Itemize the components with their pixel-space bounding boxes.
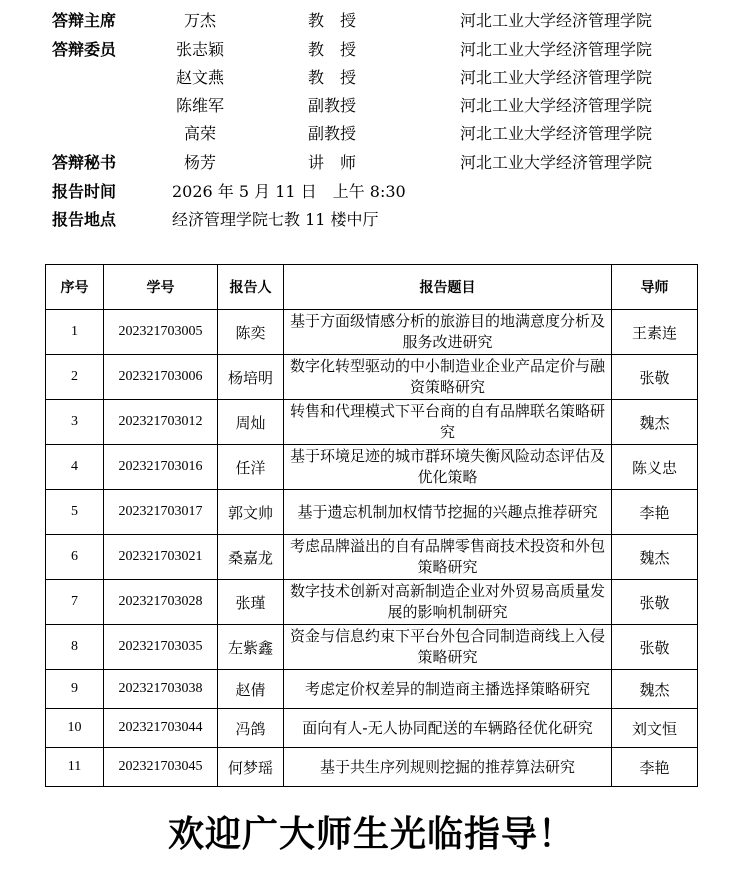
cell-presenter: 冯鸽	[218, 709, 284, 748]
header-no: 序号	[46, 265, 104, 310]
member-title: 教 授	[308, 68, 357, 87]
cell-id: 202321703028	[104, 580, 218, 625]
cell-topic: 面向有人-无人协同配送的车辆路径优化研究	[284, 709, 612, 748]
role-label: 答辩秘书	[52, 153, 117, 172]
place-label: 报告地点	[52, 210, 117, 229]
cell-presenter: 桑嘉龙	[218, 535, 284, 580]
role-label: 答辩主席	[52, 11, 117, 30]
table-row	[46, 748, 698, 787]
cell-presenter: 杨培明	[218, 355, 284, 400]
cell-id: 202321703017	[104, 490, 218, 535]
cell-presenter: 郭文帅	[218, 490, 284, 535]
cell-topic: 基于环境足迹的城市群环境失衡风险动态评估及优化策略	[284, 445, 612, 490]
welcome-message: 欢迎广大师生光临指导！	[167, 814, 575, 855]
cell-id: 202321703012	[104, 400, 218, 445]
member-org: 河北工业大学经济管理学院	[460, 153, 653, 172]
cell-no: 5	[46, 490, 104, 535]
member-title: 副教授	[308, 124, 357, 143]
cell-presenter: 赵倩	[218, 670, 284, 709]
cell-id: 202321703038	[104, 670, 218, 709]
cell-topic: 资金与信息约束下平台外包合同制造商线上入侵策略研究	[284, 625, 612, 670]
table-row	[46, 310, 698, 355]
time-label: 报告时间	[52, 182, 117, 201]
cell-topic: 基于共生序列规则挖掘的推荐算法研究	[284, 748, 612, 787]
table-row	[46, 670, 698, 709]
header-presenter: 报告人	[218, 265, 284, 310]
cell-advisor: 魏杰	[612, 400, 698, 445]
member-name: 陈维军	[175, 96, 224, 115]
cell-advisor: 魏杰	[612, 535, 698, 580]
cell-advisor: 李艳	[612, 748, 698, 787]
member-title: 讲 师	[308, 153, 357, 172]
cell-topic: 数字化转型驱动的中小制造业企业产品定价与融资策略研究	[284, 355, 612, 400]
cell-no: 1	[46, 310, 104, 355]
table-header-row	[46, 265, 698, 310]
cell-topic: 基于方面级情感分析的旅游目的地满意度分析及服务改进研究	[284, 310, 612, 355]
member-name: 高荣	[183, 124, 216, 143]
cell-no: 6	[46, 535, 104, 580]
member-name: 万杰	[183, 11, 216, 30]
cell-presenter: 周灿	[218, 400, 284, 445]
table-row	[46, 625, 698, 670]
cell-no: 8	[46, 625, 104, 670]
member-title: 副教授	[308, 96, 357, 115]
cell-id: 202321703044	[104, 709, 218, 748]
cell-presenter: 张瑾	[218, 580, 284, 625]
cell-advisor: 张敬	[612, 355, 698, 400]
cell-topic: 数字技术创新对高新制造企业对外贸易高质量发展的影响机制研究	[284, 580, 612, 625]
cell-id: 202321703045	[104, 748, 218, 787]
cell-topic: 转售和代理模式下平台商的自有品牌联名策略研究	[284, 400, 612, 445]
member-title: 教 授	[308, 40, 357, 59]
cell-advisor: 陈义忠	[612, 445, 698, 490]
cell-id: 202321703005	[104, 310, 218, 355]
member-name: 张志颖	[175, 40, 224, 59]
member-org: 河北工业大学经济管理学院	[460, 124, 653, 143]
cell-advisor: 张敬	[612, 580, 698, 625]
cell-advisor: 魏杰	[612, 670, 698, 709]
cell-presenter: 左紫鑫	[218, 625, 284, 670]
cell-presenter: 陈奕	[218, 310, 284, 355]
table-row	[46, 580, 698, 625]
cell-topic: 考虑品牌溢出的自有品牌零售商技术投资和外包策略研究	[284, 535, 612, 580]
table-row	[46, 445, 698, 490]
cell-advisor: 李艳	[612, 490, 698, 535]
cell-presenter: 何梦瑶	[218, 748, 284, 787]
role-label: 答辩委员	[52, 40, 117, 59]
member-org: 河北工业大学经济管理学院	[460, 96, 653, 115]
cell-presenter: 任洋	[218, 445, 284, 490]
cell-no: 10	[46, 709, 104, 748]
table-row	[46, 535, 698, 580]
report-table	[45, 264, 698, 787]
header-advisor: 导师	[612, 265, 698, 310]
cell-advisor: 刘文恒	[612, 709, 698, 748]
cell-no: 9	[46, 670, 104, 709]
cell-id: 202321703016	[104, 445, 218, 490]
table-row	[46, 490, 698, 535]
place-value: 经济管理学院七教 11 楼中厅	[172, 210, 379, 229]
cell-no: 4	[46, 445, 104, 490]
member-org: 河北工业大学经济管理学院	[460, 40, 653, 59]
cell-no: 11	[46, 748, 104, 787]
table-row	[46, 709, 698, 748]
table-row	[46, 355, 698, 400]
cell-no: 2	[46, 355, 104, 400]
header-id: 学号	[104, 265, 218, 310]
table-row	[46, 400, 698, 445]
cell-no: 7	[46, 580, 104, 625]
cell-topic: 基于遗忘机制加权情节挖掘的兴趣点推荐研究	[284, 490, 612, 535]
cell-id: 202321703035	[104, 625, 218, 670]
cell-advisor: 张敬	[612, 625, 698, 670]
member-title: 教 授	[308, 11, 357, 30]
time-value: 2026 年 5 月 11 日 上午 8:30	[172, 182, 406, 201]
header-topic: 报告题目	[284, 265, 612, 310]
cell-topic: 考虑定价权差异的制造商主播选择策略研究	[284, 670, 612, 709]
member-name: 杨芳	[183, 153, 216, 172]
member-org: 河北工业大学经济管理学院	[460, 11, 653, 30]
member-org: 河北工业大学经济管理学院	[460, 68, 653, 87]
cell-advisor: 王素连	[612, 310, 698, 355]
cell-no: 3	[46, 400, 104, 445]
member-name: 赵文燕	[175, 68, 224, 87]
cell-id: 202321703021	[104, 535, 218, 580]
cell-id: 202321703006	[104, 355, 218, 400]
